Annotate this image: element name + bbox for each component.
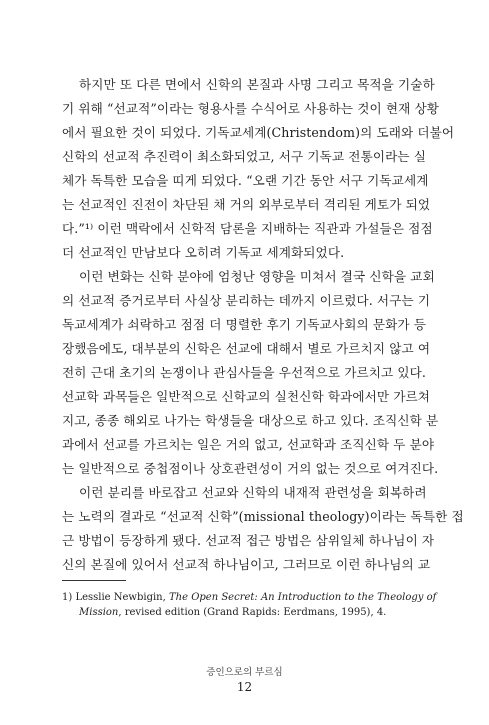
body-line: 지고, 종종 해외로 나가는 학생들을 대상으로 하고 있다. 조직신학 분: [62, 413, 439, 428]
page-number: 12: [236, 680, 253, 694]
body-line: 는 일반적으로 중첩점이나 상호관련성이 거의 없는 것으로 여겨진다.: [62, 461, 439, 476]
body-line: 기 위해 “선교적”이라는 형용사를 수식어로 사용하는 것이 현재 상황: [62, 101, 440, 116]
body-line: 과에서 선교를 가르치는 일은 거의 없고, 선교학과 조직신학 두 분야: [62, 437, 435, 452]
body-line: 전히 근대 초기의 논쟁이나 관심사들을 우선적으로 가르치고 있다.: [62, 365, 426, 380]
body-line: 독교세계가 쇠락하고 점점 더 명렬한 후기 기독교사회의 문화가 등: [62, 317, 426, 332]
body-line: 장했음에도, 대부분의 신학은 선교에 대해서 별로 가르치지 않고 여: [62, 341, 431, 356]
body-line: 다.”¹⁾ 이런 맥락에서 신학적 담론을 지배하는 직관과 가설들은 점점: [62, 221, 433, 236]
body-line: 선교학 과목들은 일반적으로 신학교의 실천신학 학과에서만 가르쳐: [62, 389, 431, 404]
footnote-citation-prefix: 1) Lesslie Newbigin,: [62, 592, 169, 603]
footnote-citation-suffix: , revised edition (Grand Rapids: Eerdmans, 1995), 4.: [118, 607, 387, 618]
body-line: 에서 필요한 것이 되었다. 기독교세계(Christendom)의 도래와 더불어: [62, 125, 455, 140]
body-line: 신의 본질에 있어서 선교적 하나님이고, 그러므로 이런 하나님의 교: [62, 557, 431, 572]
body-line: 는 선교적인 진전이 차단된 채 거의 외부로부터 격리된 게토가 되었: [62, 197, 431, 212]
running-title: 증인으로의 부르심: [206, 667, 283, 678]
body-line: 체가 독특한 모습을 띠게 되었다. “오랜 기간 동안 서구 기독교세계: [62, 173, 429, 188]
footnote: [62, 590, 437, 620]
footnote-line: [62, 605, 395, 620]
body-line: 근 방법이 등장하게 됐다. 선교적 접근 방법은 삼위일체 하나님이 자: [62, 533, 435, 548]
footnote-book-title: The Open Secret: An Introduction to the Theology of: [168, 592, 437, 603]
body-line: 이런 분리를 바로잡고 선교와 신학의 내재적 관련성을 회복하려: [79, 485, 427, 500]
footnote-divider: [62, 580, 126, 581]
body-line: 는 노력의 결과로 “선교적 신학”(missional theology)이라는 독특한 접: [62, 509, 464, 524]
body-line: 이런 변화는 신학 분야에 엄청난 영향을 미쳐서 결국 신학을 교회: [79, 269, 435, 284]
body-line: 더 선교적인 만남보다 오히려 기독교 세계화되었다.: [62, 245, 345, 260]
footnote-book-title-cont: Mission: [79, 607, 119, 618]
body-line: 신학의 선교적 추진력이 최소화되었고, 서구 기독교 전통이라는 실: [62, 149, 426, 164]
body-text: [62, 73, 464, 577]
footnote-line: [62, 590, 437, 605]
body-line: 하지만 또 다른 면에서 신학의 본질과 사명 그리고 목적을 기술하: [79, 77, 435, 92]
body-line: 의 선교적 증거로부터 사실상 분리하는 데까지 이르렀다. 서구는 기: [62, 293, 431, 308]
